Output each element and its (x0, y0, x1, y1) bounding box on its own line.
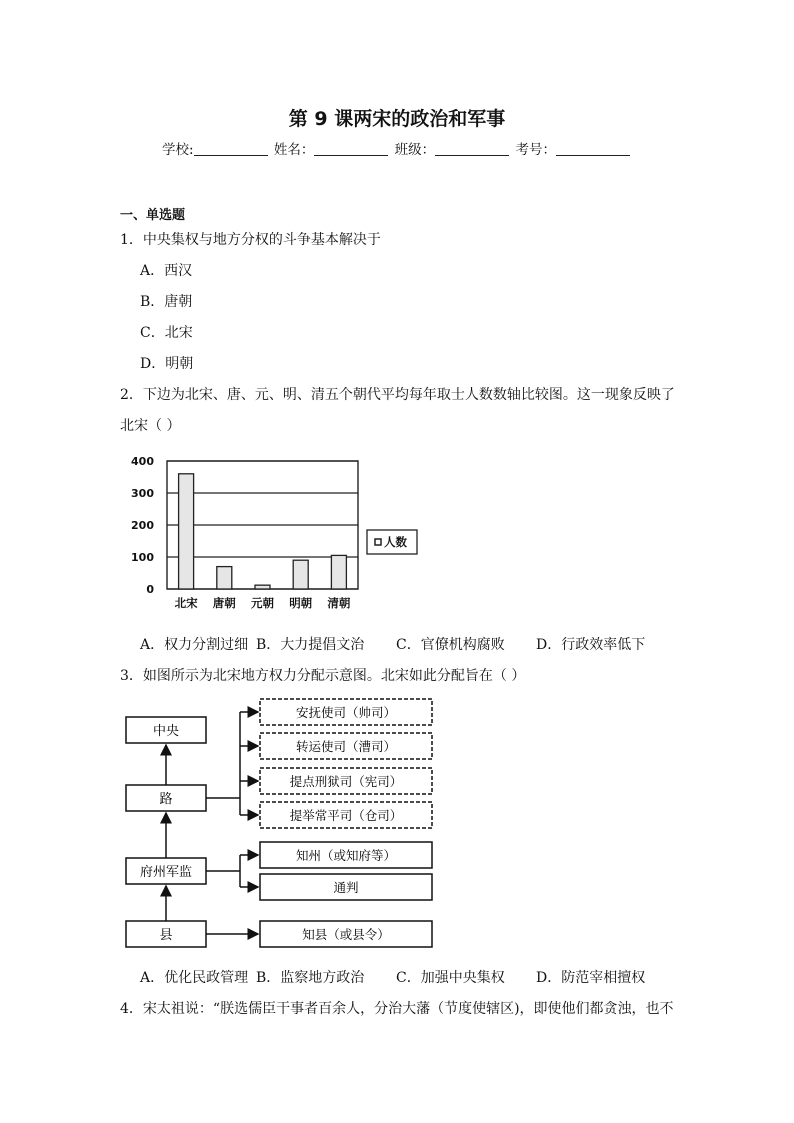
y-tick-label: 300 (131, 487, 154, 500)
name-blank[interactable] (314, 141, 388, 156)
question-3-option-d[interactable]: D．防范宰相擅权 (536, 970, 646, 986)
y-tick-label: 100 (131, 551, 154, 564)
bar-1 (179, 474, 194, 589)
xian-office: 知县（或县令） (302, 927, 390, 942)
x-tick-label: 唐朝 (212, 596, 236, 610)
level-central: 中央 (152, 724, 180, 739)
page-title: 第 9 课两宋的政治和军事 (288, 108, 506, 130)
x-tick-label: 元朝 (251, 596, 274, 610)
number-blank[interactable] (556, 141, 630, 156)
lu-office-2: 转运使司（漕司） (295, 739, 397, 754)
chart-y-ticks (131, 455, 154, 596)
question-4-stem: 4．宋太祖说：“朕选儒臣干事者百余人，分治大藩（节度使辖区)，即使他们都贪浊，也不 (120, 1001, 674, 1017)
lu-office-1: 安抚使司（帅司） (295, 705, 397, 720)
question-3-option-b[interactable]: B．监察地方政治 (256, 970, 365, 986)
question-3-option-a[interactable]: A．优化民政管理 (140, 970, 249, 986)
question-2-options (140, 634, 645, 654)
fu-office-2: 通判 (333, 880, 359, 895)
bar-chart (125, 453, 425, 618)
number-label: 考号： (515, 142, 556, 158)
question-1-option-c[interactable]: C．北宋 (140, 325, 193, 341)
bar-5 (331, 555, 346, 589)
question-2-stem-line2: 北宋（ ） (120, 418, 181, 434)
question-2-option-a[interactable]: A．权力分割过细 (140, 637, 249, 653)
lu-office-4: 提举常平司（仓司） (289, 808, 403, 823)
bar-4 (293, 560, 308, 589)
chart-x-ticks (175, 596, 351, 610)
section-title: 一、单选题 (120, 208, 186, 223)
school-blank[interactable] (194, 141, 268, 156)
question-3-stem: 3．如图所示为北宋地方权力分配示意图。北宋如此分配旨在（ ） (120, 668, 526, 684)
class-blank[interactable] (435, 141, 509, 156)
level-lu: 路 (159, 792, 173, 807)
x-tick-label: 清朝 (327, 596, 351, 610)
bar-2 (217, 567, 232, 589)
school-label: 学校: (162, 142, 194, 158)
class-label: 班级： (394, 142, 436, 158)
y-tick-label: 400 (131, 455, 154, 468)
chart-grid (167, 461, 358, 589)
x-tick-label: 明朝 (289, 596, 313, 610)
lu-office-3: 提点刑狱司（宪司） (289, 774, 403, 789)
level-fuzhou: 府州军监 (139, 865, 193, 880)
legend-swatch (375, 539, 381, 545)
x-tick-label: 北宋 (174, 596, 198, 610)
question-1-stem: 1．中央集权与地方分权的斗争基本解决于 (120, 232, 381, 248)
power-distribution-diagram (120, 695, 440, 955)
question-1-option-d[interactable]: D．明朝 (140, 356, 194, 372)
fu-office-1: 知州（或知府等） (295, 848, 397, 863)
y-tick-label: 0 (146, 583, 154, 596)
question-2-option-d[interactable]: D．行政效率低下 (536, 637, 646, 653)
question-2-option-c[interactable]: C．官僚机构腐败 (396, 637, 505, 653)
question-1-option-a[interactable]: A．西汉 (140, 263, 193, 279)
level-xian: 县 (159, 928, 173, 943)
question-2-stem-line1: 2．下边为北宋、唐、元、明、清五个朝代平均每年取士人数数轴比较图。这一现象反映了 (120, 387, 675, 403)
bar-3 (255, 585, 270, 589)
y-tick-label: 200 (131, 519, 154, 532)
student-info-line (0, 138, 794, 158)
legend-label: 人数 (384, 535, 407, 549)
question-2-option-b[interactable]: B．大力提倡文治 (256, 637, 365, 653)
question-1-option-b[interactable]: B．唐朝 (140, 294, 193, 310)
question-3-options (140, 967, 645, 987)
question-3-option-c[interactable]: C．加强中央集权 (396, 970, 505, 986)
name-label: 姓名： (273, 142, 315, 158)
